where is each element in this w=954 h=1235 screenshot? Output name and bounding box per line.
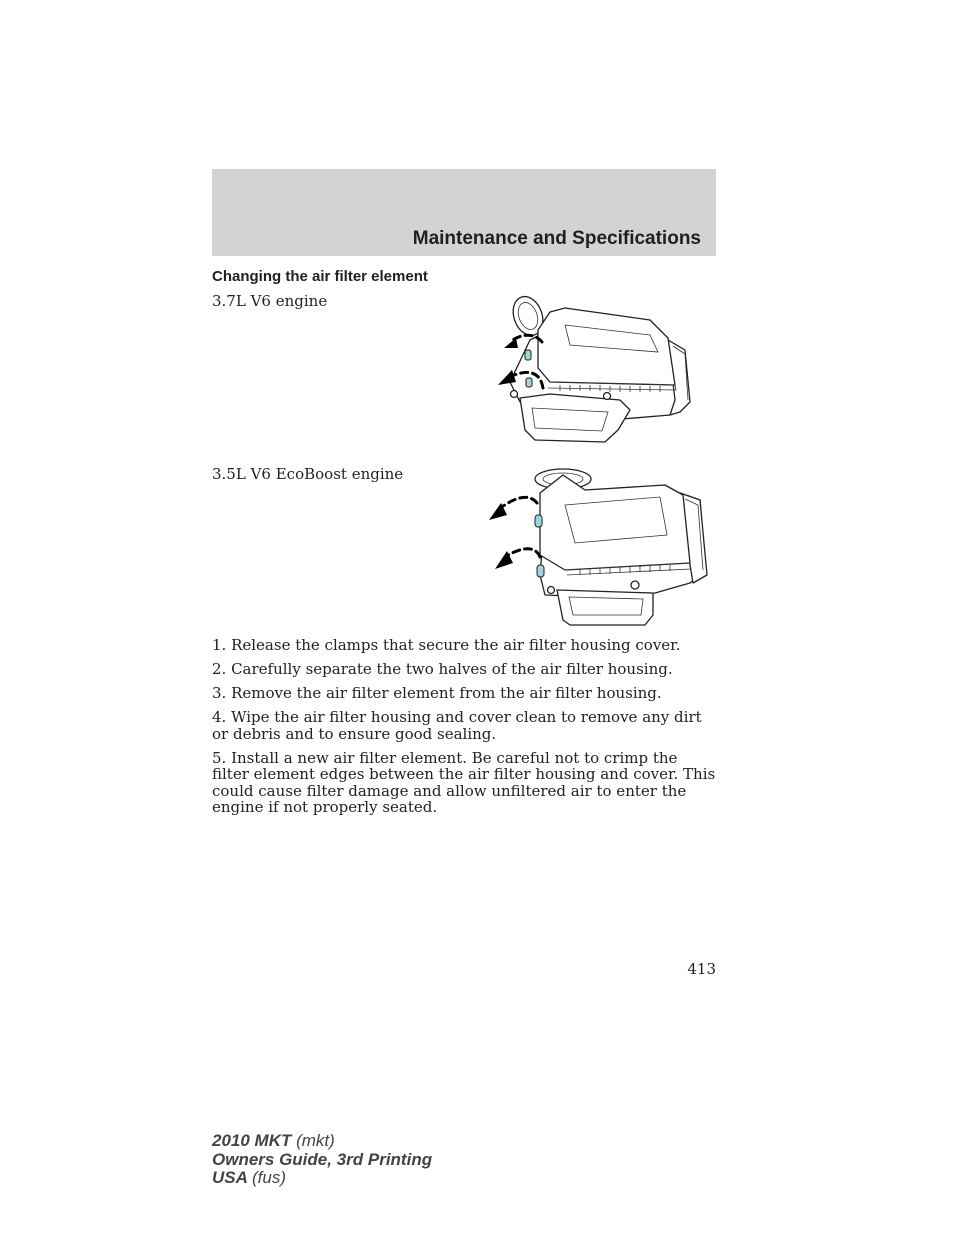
engine-label-37l: 3.7L V6 engine [212, 292, 328, 310]
air-filter-housing-35l-ecoboost-illustration [485, 465, 710, 630]
step-1: 1. Release the clamps that secure the air filter housing cover. [212, 636, 681, 654]
step-3: 3. Remove the air filter element from the air filter housing. [212, 684, 662, 702]
page-number: 413 [687, 960, 716, 978]
air-filter-housing-37l-illustration [490, 290, 705, 460]
instruction-steps [212, 637, 718, 823]
section-title: Maintenance and Specifications [412, 228, 701, 249]
footer-market-code: (fus) [252, 1168, 286, 1187]
footer-market: USA [212, 1168, 248, 1187]
footer-model-code: (mkt) [296, 1131, 335, 1150]
section-header-band [212, 169, 716, 256]
step-5: 5. Install a new air filter element. Be careful not to crimp the filter element edges between the air filter housing and cover. This could cause filter damage and allow unfiltered air to enter the engine if not properly seated. [212, 748, 716, 816]
footer-model: 2010 MKT [212, 1131, 292, 1150]
step-4: 4. Wipe the air filter housing and cover clean to remove any dirt or debris and to ensure good sealing. [212, 708, 702, 743]
engine-label-35l-ecoboost: 3.5L V6 EcoBoost engine [212, 465, 404, 483]
footer-line-2: Owners Guide, 3rd Printing [212, 1149, 433, 1169]
step-2: 2. Carefully separate the two halves of the air filter housing. [212, 660, 673, 678]
footer-line-1 [212, 1132, 432, 1151]
document-footer [212, 1132, 432, 1188]
footer-line-3 [212, 1169, 432, 1188]
subheading: Changing the air filter element [212, 268, 428, 285]
